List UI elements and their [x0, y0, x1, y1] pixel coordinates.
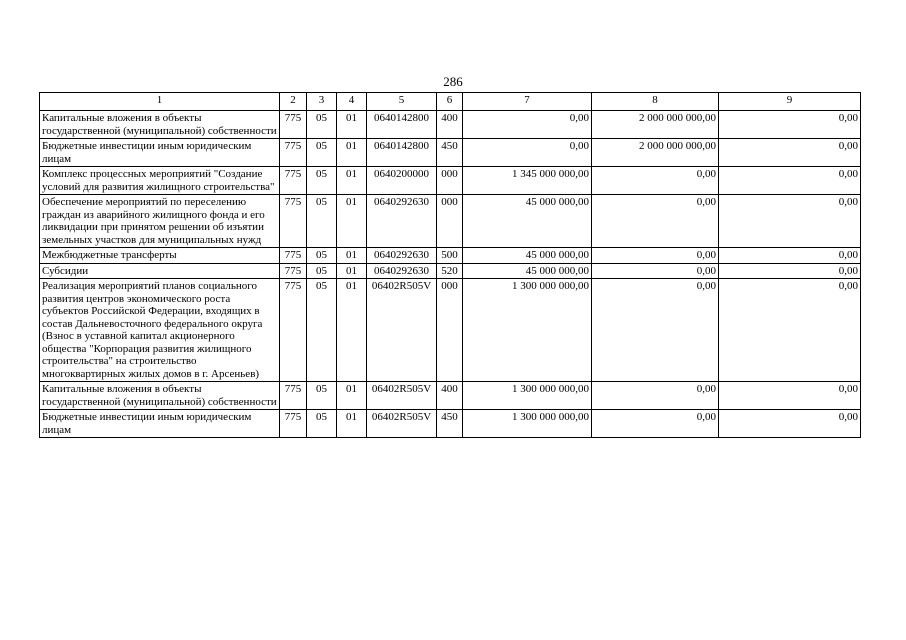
table-row	[40, 382, 861, 410]
subsection-code: 01	[337, 410, 367, 438]
column-header: 1	[40, 93, 280, 111]
ministry-code: 775	[280, 167, 307, 195]
subsection-code: 01	[337, 279, 367, 382]
target-article-code: 0640292630	[367, 195, 437, 248]
amount-col8: 0,00	[592, 167, 719, 195]
expense-name: Реализация мероприятий планов социального развития центров экономического роста субъектов Российской Федерации, входящих в состав Дальневосточного федерального округа (Взнос в уставной капитал акционерного общества "Корпорация развития жилищного строительства" на строительство многоквартирных жилых домов в г. Арсеньев)	[40, 279, 280, 382]
target-article-code: 0640200000	[367, 167, 437, 195]
table-row	[40, 111, 861, 139]
amount-col9: 0,00	[719, 263, 861, 279]
column-header: 7	[463, 93, 592, 111]
amount-col9: 0,00	[719, 410, 861, 438]
target-article-code: 06402R505V	[367, 279, 437, 382]
expense-name: Бюджетные инвестиции иным юридическим лицам	[40, 410, 280, 438]
subsection-code: 01	[337, 195, 367, 248]
amount-col8: 2 000 000 000,00	[592, 139, 719, 167]
table-row	[40, 167, 861, 195]
table-row	[40, 410, 861, 438]
amount-col7: 0,00	[463, 139, 592, 167]
amount-col9: 0,00	[719, 167, 861, 195]
subsection-code: 01	[337, 382, 367, 410]
target-article-code: 0640292630	[367, 263, 437, 279]
amount-col9: 0,00	[719, 279, 861, 382]
subsection-code: 01	[337, 167, 367, 195]
section-code: 05	[307, 263, 337, 279]
expense-type-code: 500	[437, 248, 463, 264]
column-header: 9	[719, 93, 861, 111]
expense-name: Субсидии	[40, 263, 280, 279]
ministry-code: 775	[280, 279, 307, 382]
table-row	[40, 139, 861, 167]
amount-col7: 0,00	[463, 111, 592, 139]
amount-col8: 0,00	[592, 279, 719, 382]
table-row	[40, 263, 861, 279]
page-number: 286	[443, 74, 463, 89]
ministry-code: 775	[280, 139, 307, 167]
expense-type-code: 000	[437, 167, 463, 195]
amount-col7: 45 000 000,00	[463, 248, 592, 264]
expense-type-code: 400	[437, 111, 463, 139]
amount-col8: 0,00	[592, 248, 719, 264]
amount-col7: 45 000 000,00	[463, 263, 592, 279]
column-header: 2	[280, 93, 307, 111]
section-code: 05	[307, 111, 337, 139]
table-row	[40, 195, 861, 248]
table-row	[40, 279, 861, 382]
subsection-code: 01	[337, 248, 367, 264]
expense-type-code: 000	[437, 195, 463, 248]
amount-col7: 45 000 000,00	[463, 195, 592, 248]
ministry-code: 775	[280, 410, 307, 438]
subsection-code: 01	[337, 139, 367, 167]
subsection-code: 01	[337, 111, 367, 139]
ministry-code: 775	[280, 248, 307, 264]
budget-table	[39, 92, 861, 438]
target-article-code: 0640142800	[367, 139, 437, 167]
expense-type-code: 400	[437, 382, 463, 410]
expense-name: Межбюджетные трансферты	[40, 248, 280, 264]
target-article-code: 0640142800	[367, 111, 437, 139]
amount-col9: 0,00	[719, 195, 861, 248]
amount-col9: 0,00	[719, 111, 861, 139]
amount-col8: 0,00	[592, 410, 719, 438]
amount-col9: 0,00	[719, 248, 861, 264]
column-header: 4	[337, 93, 367, 111]
section-code: 05	[307, 248, 337, 264]
table-row	[40, 248, 861, 264]
ministry-code: 775	[280, 195, 307, 248]
expense-name: Комплекс процессных мероприятий "Создание условий для развития жилищного строительства"	[40, 167, 280, 195]
amount-col9: 0,00	[719, 382, 861, 410]
table-header-row	[40, 93, 861, 111]
expense-type-code: 450	[437, 139, 463, 167]
amount-col8: 0,00	[592, 263, 719, 279]
target-article-code: 0640292630	[367, 248, 437, 264]
section-code: 05	[307, 195, 337, 248]
expense-type-code: 000	[437, 279, 463, 382]
amount-col8: 0,00	[592, 195, 719, 248]
amount-col7: 1 345 000 000,00	[463, 167, 592, 195]
amount-col8: 0,00	[592, 382, 719, 410]
amount-col8: 2 000 000 000,00	[592, 111, 719, 139]
subsection-code: 01	[337, 263, 367, 279]
target-article-code: 06402R505V	[367, 382, 437, 410]
column-header: 3	[307, 93, 337, 111]
target-article-code: 06402R505V	[367, 410, 437, 438]
section-code: 05	[307, 279, 337, 382]
amount-col7: 1 300 000 000,00	[463, 279, 592, 382]
column-header: 5	[367, 93, 437, 111]
column-header: 8	[592, 93, 719, 111]
expense-name: Бюджетные инвестиции иным юридическим лицам	[40, 139, 280, 167]
column-header: 6	[437, 93, 463, 111]
ministry-code: 775	[280, 263, 307, 279]
section-code: 05	[307, 167, 337, 195]
ministry-code: 775	[280, 382, 307, 410]
section-code: 05	[307, 382, 337, 410]
section-code: 05	[307, 410, 337, 438]
amount-col9: 0,00	[719, 139, 861, 167]
expense-name: Капитальные вложения в объекты государственной (муниципальной) собственности	[40, 382, 280, 410]
expense-type-code: 520	[437, 263, 463, 279]
ministry-code: 775	[280, 111, 307, 139]
amount-col7: 1 300 000 000,00	[463, 382, 592, 410]
amount-col7: 1 300 000 000,00	[463, 410, 592, 438]
expense-type-code: 450	[437, 410, 463, 438]
expense-name: Капитальные вложения в объекты государственной (муниципальной) собственности	[40, 111, 280, 139]
section-code: 05	[307, 139, 337, 167]
expense-name: Обеспечение мероприятий по переселению граждан из аварийного жилищного фонда и его ликвидации при принятом решении об изъятии земельных участков для муниципальных нужд	[40, 195, 280, 248]
